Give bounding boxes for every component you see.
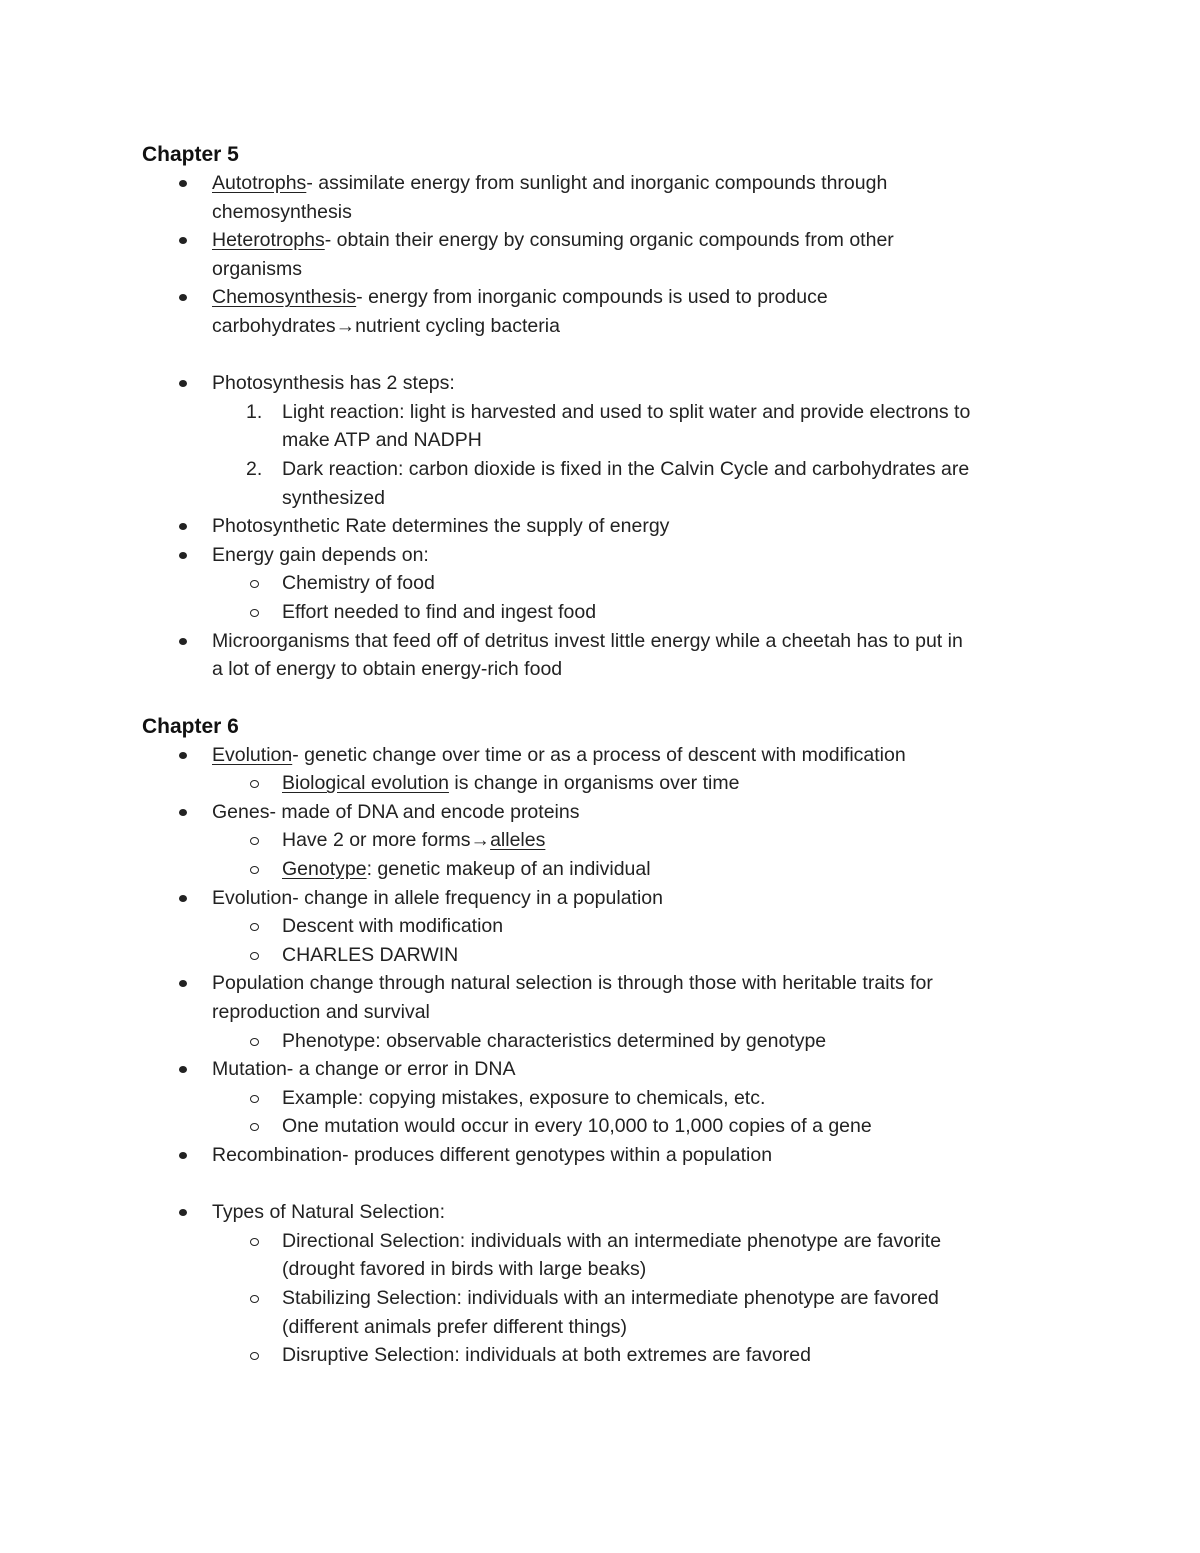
sub-item-example: [142, 1084, 1052, 1113]
list-text: Disruptive Selection: individuals at both extremes are favored: [282, 1344, 811, 1367]
list-text: Energy gain depends on:: [212, 543, 429, 566]
list-text: Dark reaction: carbon dioxide is fixed in the Calvin Cycle and carbohydrates are: [282, 457, 970, 480]
sub-item-alleles: [142, 826, 1052, 855]
circle-bullet-icon: [250, 1352, 259, 1360]
list-text: Descent with modification: [282, 915, 504, 938]
bullet-icon: [179, 638, 187, 645]
sub-item-phenotype: [142, 1027, 1052, 1056]
circle-bullet-icon: [250, 837, 259, 845]
circle-bullet-icon: [250, 1123, 259, 1131]
list-item-heterotrophs: [142, 226, 1052, 283]
sub-item-descent: [142, 912, 1052, 941]
bullet-icon: [179, 1152, 187, 1159]
circle-bullet-icon: [250, 780, 259, 788]
definition-text: - obtain their energy by consuming organic compounds from other: [324, 229, 894, 252]
bullet-icon: [179, 180, 187, 187]
list-item-types-selection: [142, 1198, 1052, 1227]
list-text: Directional Selection: individuals with an intermediate phenotype are favorite: [282, 1229, 942, 1252]
bullet-icon: [179, 237, 187, 244]
list-item-microorganisms: [142, 627, 1052, 684]
bullet-icon: [179, 523, 187, 530]
list-item-rate: [142, 512, 1052, 541]
term-chemosynthesis: Chemosynthesis: [212, 286, 357, 309]
list-number: 2.: [246, 457, 263, 480]
sub-item-darwin: [142, 941, 1052, 970]
list-item-photosynthesis: [142, 369, 1052, 398]
list-text: Chemistry of food: [282, 572, 435, 595]
term-biological-evolution: Biological evolution: [282, 772, 449, 795]
circle-bullet-icon: [250, 1038, 259, 1046]
bullet-icon: [179, 980, 187, 987]
bullet-icon: [179, 752, 187, 759]
numbered-item-dark-reaction: [142, 455, 1052, 512]
bullet-icon: [179, 552, 187, 559]
chapter-6-heading: Chapter 6: [142, 714, 239, 738]
sub-item-genotype: [142, 855, 1052, 884]
bullet-icon: [179, 895, 187, 902]
circle-bullet-icon: [250, 609, 259, 617]
list-text: Stabilizing Selection: individuals with an intermediate phenotype are favored: [282, 1286, 939, 1309]
definition-text: - genetic change over time or as a process of descent with modification: [292, 743, 906, 766]
list-text: Types of Natural Selection:: [212, 1201, 446, 1224]
document-page: [142, 141, 1052, 1370]
bullet-icon: [179, 809, 187, 816]
definition-text: is change in organisms over time: [448, 772, 740, 795]
definition-text: - energy from inorganic compounds is used to produce: [356, 286, 828, 309]
list-text: Phenotype: observable characteristics determined by genotype: [282, 1029, 827, 1052]
bullet-icon: [179, 1209, 187, 1216]
term-heterotrophs: Heterotrophs: [212, 229, 325, 252]
list-text: Recombination- produces different genotypes within a population: [212, 1144, 773, 1166]
circle-bullet-icon: [250, 1295, 259, 1303]
list-text: Microorganisms that feed off of detritus invest little energy while a cheetah has to put in: [212, 629, 963, 652]
list-text-cont: make ATP and NADPH: [282, 429, 482, 452]
blank-line: [142, 684, 1052, 713]
blank-line: [142, 341, 1052, 370]
circle-bullet-icon: [250, 580, 259, 588]
definition-text-cont: chemosynthesis: [212, 200, 352, 223]
list-item-evolution-allele: [142, 884, 1052, 913]
circle-bullet-icon: [250, 923, 259, 931]
sub-item-stabilizing: [142, 1284, 1052, 1341]
circle-bullet-icon: [250, 952, 259, 960]
list-item-population: [142, 969, 1052, 1026]
list-item-genes: [142, 798, 1052, 827]
list-text: Light reaction: light is harvested and used to split water and provide electrons to: [282, 400, 971, 423]
list-item-recombination: [142, 1141, 1052, 1170]
circle-bullet-icon: [250, 866, 259, 874]
list-text: Example: copying mistakes, exposure to chemicals, etc.: [282, 1086, 766, 1109]
list-text: One mutation would occur in every 10,000 to 1,000 copies of a gene: [282, 1115, 872, 1138]
list-number: 1.: [246, 400, 263, 423]
list-item-evolution: [142, 741, 1052, 770]
list-text: Evolution- change in allele frequency in a population: [212, 886, 663, 909]
definition-text: : genetic makeup of an individual: [366, 858, 651, 881]
list-item-mutation: [142, 1055, 1052, 1084]
list-text: Genes- made of DNA and encode proteins: [212, 800, 580, 823]
list-text: CHARLES DARWIN: [282, 943, 459, 966]
list-text: Photosynthetic Rate determines the supply of energy: [212, 515, 670, 538]
chapter-5-heading: Chapter 5: [142, 143, 239, 166]
list-text: Effort needed to find and ingest food: [282, 600, 597, 623]
numbered-item-light-reaction: [142, 398, 1052, 455]
term-autotrophs: Autotrophs: [212, 172, 307, 194]
list-item-chemosynthesis: [142, 283, 1052, 340]
term-evolution: Evolution: [212, 743, 293, 766]
definition-text: - assimilate energy from sunlight and inorganic compounds through: [306, 172, 888, 194]
list-text: Population change through natural selection is through those with heritable traits for: [212, 972, 933, 995]
sub-item-chemistry: [142, 569, 1052, 598]
list-text-cont: (different animals prefer different things): [282, 1315, 628, 1338]
term-genotype: Genotype: [282, 858, 367, 881]
sub-item-directional: [142, 1227, 1052, 1284]
list-text-cont: a lot of energy to obtain energy-rich food: [212, 658, 563, 681]
blank-line: [142, 1170, 1052, 1199]
list-text-cont: reproduction and survival: [212, 1001, 430, 1024]
circle-bullet-icon: [250, 1238, 259, 1246]
sub-item-disruptive: [142, 1341, 1052, 1370]
sub-item-one-mutation: [142, 1112, 1052, 1141]
definition-text-cont: carbohydrates→nutrient cycling bacteria: [212, 314, 560, 337]
circle-bullet-icon: [250, 1095, 259, 1103]
list-text: Photosynthesis has 2 steps:: [212, 372, 455, 395]
term-alleles: alleles: [490, 829, 546, 852]
bullet-icon: [179, 294, 187, 301]
bullet-icon: [179, 380, 187, 387]
bullet-icon: [179, 1066, 187, 1073]
sub-item-effort: [142, 598, 1052, 627]
list-text: Have 2 or more forms→: [282, 829, 491, 852]
list-text: Mutation- a change or error in DNA: [212, 1058, 516, 1081]
list-item-energy-gain: [142, 541, 1052, 570]
list-text-cont: synthesized: [282, 486, 385, 509]
definition-text-cont: organisms: [212, 257, 302, 280]
list-text-cont: (drought favored in birds with large beaks): [282, 1258, 647, 1281]
list-item-autotrophs: [142, 169, 1052, 226]
sub-item-biological-evolution: [142, 769, 1052, 798]
